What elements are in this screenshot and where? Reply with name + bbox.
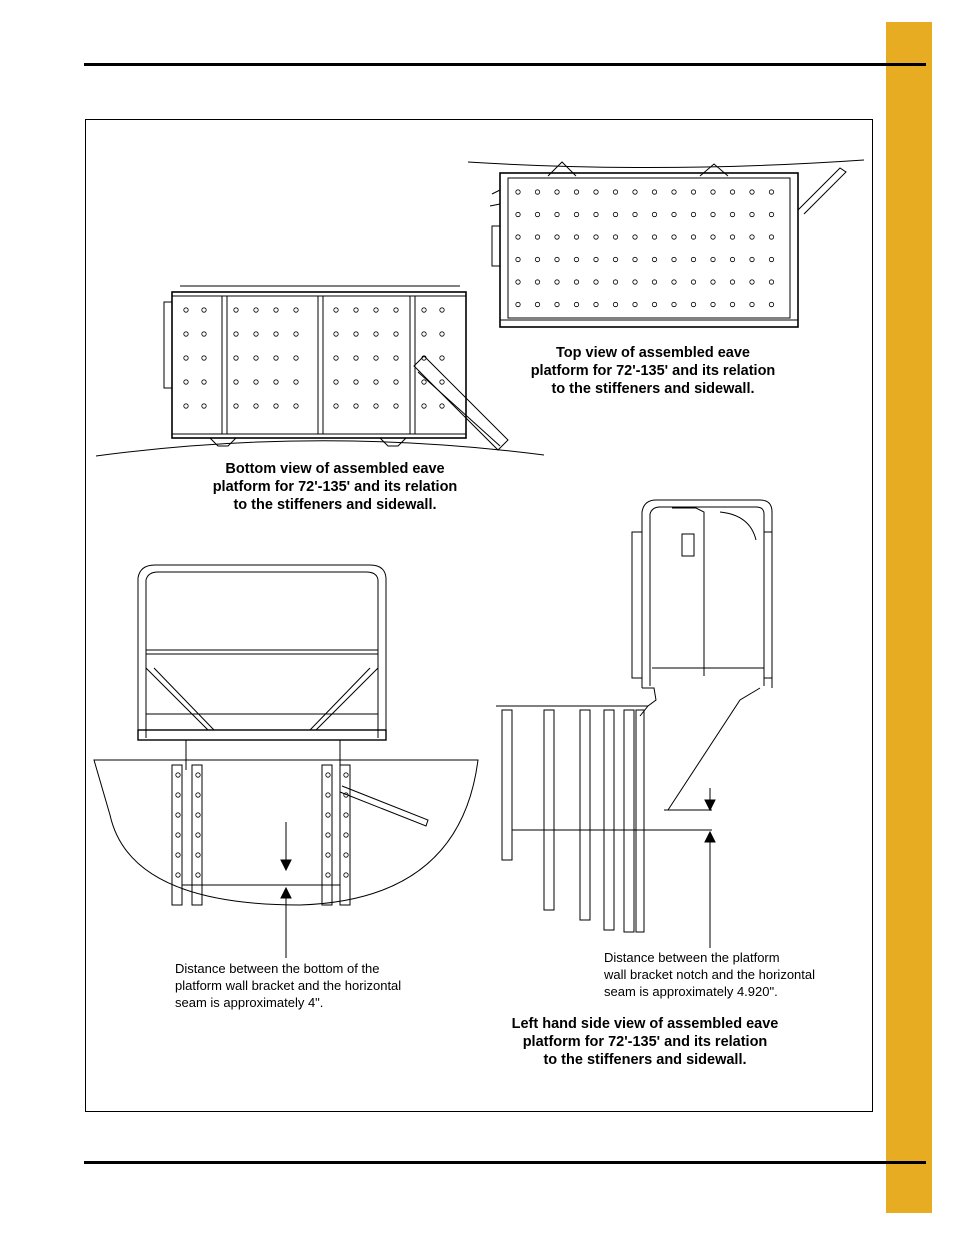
bolt-hole xyxy=(274,404,278,408)
top-view-caption xyxy=(508,344,798,398)
caption-line: Top view of assembled eave xyxy=(556,345,750,361)
bolt-hole xyxy=(750,212,754,216)
bolt-hole xyxy=(294,332,298,336)
bolt-hole xyxy=(354,404,358,408)
bolt-hole xyxy=(176,813,180,817)
bolt-hole xyxy=(294,308,298,312)
bolt-hole xyxy=(535,235,539,239)
bolt-hole xyxy=(769,280,773,284)
bolt-hole xyxy=(516,212,520,216)
bolt-hole xyxy=(326,833,330,837)
bolt-hole xyxy=(326,853,330,857)
bolt-hole xyxy=(196,773,200,777)
bolt-hole xyxy=(730,190,734,194)
bolt-hole xyxy=(516,235,520,239)
bolt-hole xyxy=(184,380,188,384)
bolt-hole xyxy=(691,190,695,194)
bolt-hole xyxy=(294,404,298,408)
bolt-hole xyxy=(672,212,676,216)
bolt-hole xyxy=(274,308,278,312)
bolt-hole xyxy=(334,332,338,336)
bolt-hole xyxy=(691,235,695,239)
bolt-hole xyxy=(234,356,238,360)
bolt-hole xyxy=(730,280,734,284)
bolt-hole xyxy=(516,280,520,284)
bolt-hole xyxy=(422,380,426,384)
note-line: Distance between the bottom of the xyxy=(175,961,380,976)
bolt-hole xyxy=(555,280,559,284)
bottom-view-caption xyxy=(190,460,480,514)
bolt-hole xyxy=(594,302,598,306)
bolt-hole xyxy=(334,404,338,408)
bolt-hole xyxy=(574,280,578,284)
bolt-hole xyxy=(613,257,617,261)
bolt-hole xyxy=(691,257,695,261)
bolt-hole xyxy=(274,380,278,384)
bolt-hole xyxy=(555,235,559,239)
bolt-hole xyxy=(652,190,656,194)
bolt-hole xyxy=(196,853,200,857)
bolt-hole xyxy=(394,308,398,312)
left-side-view-drawing xyxy=(496,500,772,948)
bolt-hole xyxy=(652,212,656,216)
bolt-hole xyxy=(202,404,206,408)
bolt-hole xyxy=(274,356,278,360)
bolt-hole xyxy=(344,813,348,817)
note-line: seam is approximately 4". xyxy=(175,995,324,1010)
bolt-hole xyxy=(594,280,598,284)
bolt-hole xyxy=(374,332,378,336)
bolt-hole xyxy=(633,190,637,194)
bolt-hole xyxy=(184,308,188,312)
bolt-hole xyxy=(574,235,578,239)
bolt-hole xyxy=(555,212,559,216)
bolt-hole xyxy=(516,190,520,194)
bolt-hole xyxy=(613,212,617,216)
bolt-hole xyxy=(750,190,754,194)
bolt-hole xyxy=(652,235,656,239)
bolt-hole xyxy=(594,212,598,216)
bolt-hole xyxy=(440,308,444,312)
bolt-hole xyxy=(234,308,238,312)
bolt-hole xyxy=(652,280,656,284)
caption-line: to the stiffeners and sidewall. xyxy=(551,381,755,397)
bolt-hole xyxy=(613,302,617,306)
bolt-hole xyxy=(202,380,206,384)
bolt-hole xyxy=(374,356,378,360)
bolt-hole xyxy=(672,302,676,306)
bolt-hole xyxy=(769,257,773,261)
bolt-hole xyxy=(344,853,348,857)
bolt-hole xyxy=(769,235,773,239)
bolt-hole xyxy=(202,332,206,336)
bolt-hole xyxy=(176,793,180,797)
bolt-hole xyxy=(196,833,200,837)
bolt-hole xyxy=(422,308,426,312)
bolt-hole xyxy=(440,332,444,336)
bolt-hole xyxy=(516,257,520,261)
bolt-hole xyxy=(574,212,578,216)
bolt-hole xyxy=(672,235,676,239)
bolt-hole xyxy=(652,302,656,306)
bolt-hole xyxy=(274,332,278,336)
bolt-hole xyxy=(184,332,188,336)
bolt-hole xyxy=(440,380,444,384)
bolt-hole xyxy=(176,833,180,837)
bolt-hole xyxy=(344,833,348,837)
bolt-hole xyxy=(613,190,617,194)
bolt-hole xyxy=(594,235,598,239)
bolt-hole xyxy=(334,380,338,384)
bolt-hole xyxy=(535,302,539,306)
bolt-hole xyxy=(234,332,238,336)
bolt-hole xyxy=(633,235,637,239)
bolt-hole xyxy=(196,873,200,877)
bolt-hole xyxy=(711,235,715,239)
bolt-hole xyxy=(294,356,298,360)
bolt-hole xyxy=(535,212,539,216)
bolt-hole xyxy=(196,793,200,797)
bolt-hole xyxy=(176,873,180,877)
bolt-hole xyxy=(633,212,637,216)
bolt-hole xyxy=(344,873,348,877)
bolt-hole xyxy=(711,257,715,261)
bolt-hole xyxy=(555,190,559,194)
bolt-hole xyxy=(613,280,617,284)
bracket-bottom-note xyxy=(175,960,401,1011)
bolt-hole xyxy=(354,332,358,336)
bolt-hole xyxy=(633,257,637,261)
bolt-hole xyxy=(574,257,578,261)
bolt-hole xyxy=(691,302,695,306)
bolt-hole xyxy=(652,257,656,261)
bolt-hole xyxy=(334,356,338,360)
front-view-drawing xyxy=(94,565,478,958)
bolt-hole xyxy=(254,356,258,360)
caption-line: to the stiffeners and sidewall. xyxy=(233,497,437,513)
bolt-hole xyxy=(294,380,298,384)
bolt-hole xyxy=(394,380,398,384)
bolt-hole xyxy=(196,813,200,817)
bolt-hole xyxy=(254,332,258,336)
note-line: Distance between the platform xyxy=(604,950,780,965)
bolt-hole xyxy=(394,356,398,360)
bolt-hole xyxy=(750,302,754,306)
bolt-hole xyxy=(711,302,715,306)
note-line: wall bracket notch and the horizontal xyxy=(604,967,816,982)
bolt-hole xyxy=(422,332,426,336)
bolt-hole xyxy=(730,212,734,216)
bolt-hole xyxy=(184,404,188,408)
bolt-hole xyxy=(176,853,180,857)
bolt-hole xyxy=(535,257,539,261)
bolt-hole xyxy=(334,308,338,312)
bolt-hole xyxy=(711,190,715,194)
bolt-hole xyxy=(326,773,330,777)
bolt-hole xyxy=(234,380,238,384)
bolt-hole xyxy=(535,280,539,284)
bolt-hole xyxy=(374,404,378,408)
bolt-hole xyxy=(535,190,539,194)
caption-line: platform for 72'-135' and its relation xyxy=(522,1034,768,1050)
caption-line: platform for 72'-135' and its relation xyxy=(212,479,458,495)
left-side-view-caption xyxy=(490,1015,800,1069)
bracket-notch-note xyxy=(604,949,815,1000)
bolt-hole xyxy=(394,332,398,336)
note-line: platform wall bracket and the horizontal xyxy=(175,978,402,993)
bolt-hole xyxy=(344,773,348,777)
bolt-hole xyxy=(574,302,578,306)
caption-line: Left hand side view of assembled eave xyxy=(511,1016,779,1032)
bolt-hole xyxy=(672,257,676,261)
bolt-hole xyxy=(326,793,330,797)
bolt-hole xyxy=(440,356,444,360)
bolt-hole xyxy=(176,773,180,777)
bottom-view-drawing xyxy=(96,286,544,456)
bolt-hole xyxy=(691,212,695,216)
bolt-hole xyxy=(234,404,238,408)
bolt-hole xyxy=(374,308,378,312)
bolt-hole xyxy=(730,235,734,239)
top-view-drawing xyxy=(468,160,864,327)
bolt-hole xyxy=(422,404,426,408)
bolt-hole xyxy=(730,257,734,261)
caption-line: to the stiffeners and sidewall. xyxy=(543,1052,747,1068)
note-line: seam is approximately 4.920". xyxy=(604,984,778,999)
bolt-hole xyxy=(730,302,734,306)
bolt-hole xyxy=(633,302,637,306)
bolt-hole xyxy=(672,280,676,284)
bolt-hole xyxy=(672,190,676,194)
bolt-hole xyxy=(711,280,715,284)
bolt-hole xyxy=(516,302,520,306)
bolt-hole xyxy=(769,302,773,306)
bolt-hole xyxy=(254,404,258,408)
bolt-hole xyxy=(440,404,444,408)
bolt-hole xyxy=(594,257,598,261)
caption-line: Bottom view of assembled eave xyxy=(225,461,445,477)
bolt-hole xyxy=(202,356,206,360)
bolt-hole xyxy=(202,308,206,312)
bolt-hole xyxy=(594,190,598,194)
bolt-hole xyxy=(711,212,715,216)
bolt-hole xyxy=(691,280,695,284)
bolt-hole xyxy=(354,308,358,312)
bolt-hole xyxy=(633,280,637,284)
bolt-hole xyxy=(254,380,258,384)
bolt-hole xyxy=(613,235,617,239)
bolt-hole xyxy=(326,873,330,877)
bolt-hole xyxy=(750,257,754,261)
bolt-hole xyxy=(555,302,559,306)
bolt-hole xyxy=(750,235,754,239)
bolt-hole xyxy=(354,356,358,360)
bolt-hole xyxy=(374,380,378,384)
bolt-hole xyxy=(769,212,773,216)
bolt-hole xyxy=(354,380,358,384)
bolt-hole xyxy=(750,280,754,284)
bolt-hole xyxy=(184,356,188,360)
bolt-hole xyxy=(574,190,578,194)
bolt-hole xyxy=(555,257,559,261)
bolt-hole xyxy=(394,404,398,408)
caption-line: platform for 72'-135' and its relation xyxy=(530,363,776,379)
bolt-hole xyxy=(769,190,773,194)
bolt-hole xyxy=(326,813,330,817)
bolt-hole xyxy=(254,308,258,312)
